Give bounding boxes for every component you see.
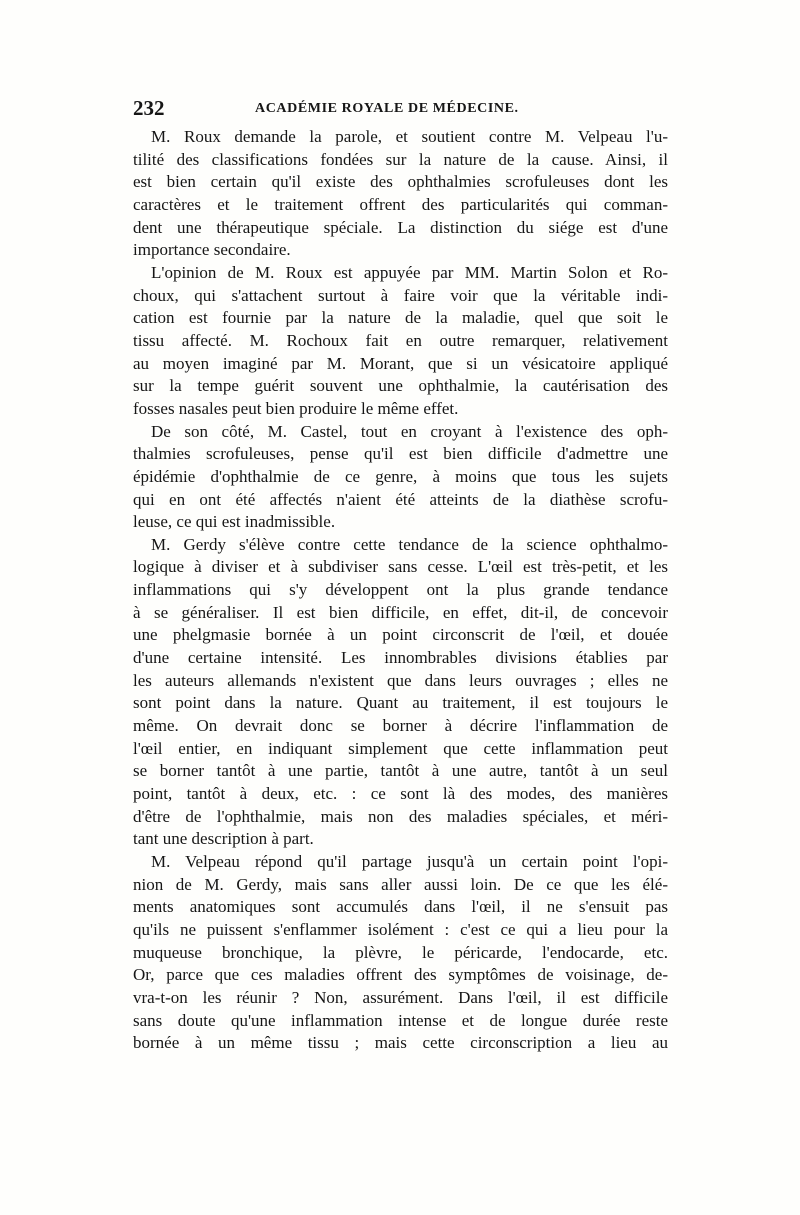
text-line: au moyen imaginé par M. Morant, que si un vésicatoire appliqué xyxy=(133,353,668,373)
text-line: tant une description à part. xyxy=(133,829,314,849)
text-line: ments anatomiques sont accumulés dans l'œil, il ne s'ensuit pas xyxy=(133,897,668,917)
text-line: M. Gerdy s'élève contre cette tendance de la science ophthalmo- xyxy=(151,534,668,554)
paragraph-velpeau xyxy=(133,851,668,1055)
text-line: fosses nasales peut bien produire le même effet. xyxy=(133,398,459,418)
text-line: tissu affecté. M. Rochoux fait en outre remarquer, relativement xyxy=(133,330,668,350)
paragraph-opinion xyxy=(133,262,668,421)
text-line: De son côté, M. Castel, tout en croyant à l'existence des oph- xyxy=(151,421,668,441)
text-line: même. On devrait donc se borner à décrire l'inflammation de xyxy=(133,716,668,736)
page-header xyxy=(133,96,668,120)
text-line: caractères et le traitement offrent des particularités qui comman- xyxy=(133,194,668,214)
text-line: une phelgmasie bornée à un point circonscrit de l'œil, et douée xyxy=(133,625,668,645)
text-line: importance secondaire. xyxy=(133,240,291,260)
text-line: tilité des classifications fondées sur la nature de la cause. Ainsi, il xyxy=(133,149,668,169)
text-line: cation est fournie par la nature de la maladie, quel que soit le xyxy=(133,308,668,328)
text-line: les auteurs allemands n'existent que dans leurs ouvrages ; elles ne xyxy=(133,670,668,690)
text-line: Or, parce que ces maladies offrent des symptômes de voisinage, de- xyxy=(133,965,668,985)
text-line: épidémie d'ophthalmie de ce genre, à moins que tous les sujets xyxy=(133,466,668,486)
text-line: sans doute qu'une inflammation intense et de longue durée reste xyxy=(133,1010,668,1030)
paragraph-gerdy xyxy=(133,534,668,851)
text-line: M. Velpeau répond qu'il partage jusqu'à un certain point l'opi- xyxy=(151,852,668,871)
text-line: est bien certain qu'il existe des ophthalmies scrofuleuses dont les xyxy=(133,172,668,192)
text-line: sont point dans la nature. Quant au traitement, il est toujours le xyxy=(133,693,668,713)
paragraph-roux xyxy=(133,126,668,262)
text-line: nion de M. Gerdy, mais sans aller aussi loin. De ce que les élé- xyxy=(133,874,668,894)
text-line: d'une certaine intensité. Les innombrables divisions établies par xyxy=(133,648,668,668)
text-line: M. Roux demande la parole, et soutient contre M. Velpeau l'u- xyxy=(151,127,668,146)
text-line: thalmies scrofuleuses, pense qu'il est bien difficile d'admettre une xyxy=(133,444,668,464)
paragraph-castel xyxy=(133,421,668,534)
text-line: leuse, ce qui est inadmissible. xyxy=(133,512,336,532)
text-line: L'opinion de M. Roux est appuyée par MM. Martin Solon et Ro- xyxy=(151,262,668,282)
text-line: point, tantôt à deux, etc. : ce sont là des modes, des manières xyxy=(133,784,668,804)
text-line: inflammations qui s'y développent ont la plus grande tendance xyxy=(133,580,668,600)
text-line: bornée à un même tissu ; mais cette circonscription a lieu au xyxy=(133,1033,668,1053)
text-line: se borner tantôt à une partie, tantôt à une autre, tantôt à un seul xyxy=(133,761,668,781)
text-line: logique à diviser et à subdiviser sans cesse. L'œil est très-petit, et les xyxy=(133,557,668,577)
text-line: qu'ils ne puissent s'enflammer isolément : c'est ce qui a lieu pour la xyxy=(133,919,668,939)
text-line: l'œil entier, en indiquant simplement que cette inflammation peut xyxy=(133,738,668,758)
text-line: choux, qui s'attachent surtout à faire voir que la véritable indi- xyxy=(133,285,668,305)
running-title: ACADÉMIE ROYALE DE MÉDECINE. xyxy=(255,101,519,116)
text-line: qui en ont été affectés n'aient été atteints de la diathèse scrofu- xyxy=(133,489,668,509)
text-line: d'être de l'ophthalmie, mais non des maladies spéciales, et méri- xyxy=(133,806,668,826)
text-line: à se généraliser. Il est bien difficile, en effet, dit-il, de concevoir xyxy=(133,602,668,622)
text-line: dent une thérapeutique spéciale. La distinction du siége est d'une xyxy=(133,217,668,237)
text-line: sur la tempe guérit souvent une ophthalmie, la cautérisation des xyxy=(133,376,668,396)
text-line: muqueuse bronchique, la plèvre, le péricarde, l'endocarde, etc. xyxy=(133,942,668,962)
body-text xyxy=(133,126,668,1055)
text-line: vra-t-on les réunir ? Non, assurément. Dans l'œil, il est difficile xyxy=(133,987,668,1007)
page-number: 232 xyxy=(133,96,165,120)
